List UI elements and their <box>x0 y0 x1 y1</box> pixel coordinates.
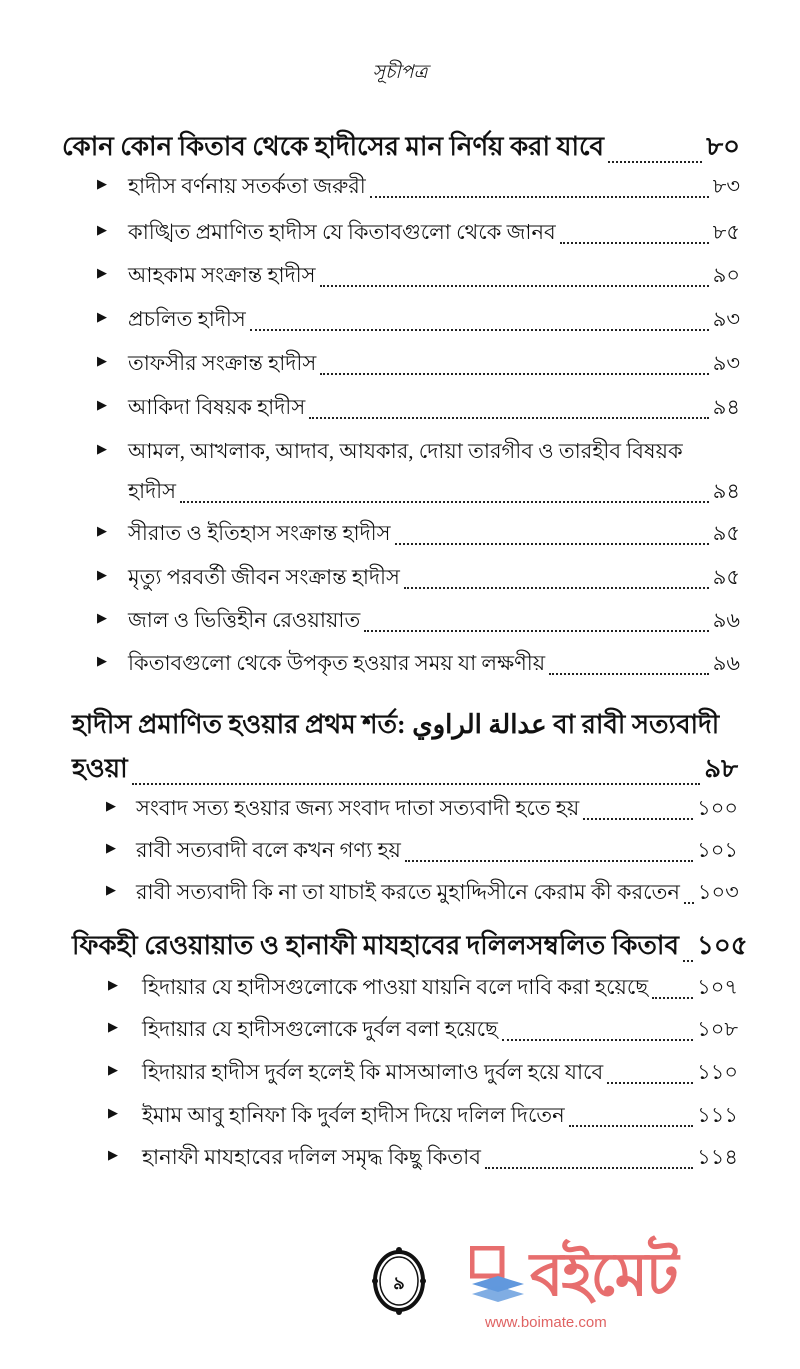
book-stack-icon <box>470 1246 525 1308</box>
page-number: ১০৫ <box>696 931 748 960</box>
item-label: হিদায়ার হাদীস দুর্বল হলেই কি মাসআলাও দুর্বল হয়ে যাবে <box>142 1060 604 1084</box>
bullet-icon: ▶ <box>106 798 116 813</box>
bullet-icon: ▶ <box>97 222 107 237</box>
page-number: ৯৪ <box>712 395 740 419</box>
toc-item[interactable] <box>128 259 740 294</box>
item-label: কিতাবগুলো থেকে উপকৃত হওয়ার সময় যা লক্ষণীয় <box>128 651 546 675</box>
dot-leader <box>364 630 709 632</box>
watermark <box>470 1240 760 1340</box>
dot-leader <box>560 242 709 244</box>
bullet-icon: ▶ <box>108 977 118 992</box>
dot-leader <box>485 1167 693 1169</box>
item-label: হাদীস <box>128 479 177 503</box>
bullet-icon: ▶ <box>97 353 107 368</box>
bullet-icon: ▶ <box>108 1019 118 1034</box>
bullet-icon: ▶ <box>97 653 107 668</box>
dot-leader <box>569 1125 693 1127</box>
page-number: ১০৭ <box>697 975 738 999</box>
item-label: মৃত্যু পরবর্তী জীবন সংক্রান্ত হাদীস <box>128 565 400 589</box>
toc-item[interactable] <box>128 170 740 205</box>
toc-item[interactable] <box>128 561 740 596</box>
page-number: ১১১ <box>697 1103 738 1127</box>
toc-item[interactable] <box>136 876 738 911</box>
item-label: তাফসীর সংক্রান্ত হাদীস <box>128 351 317 375</box>
bullet-icon: ▶ <box>108 1147 118 1162</box>
dot-leader <box>370 196 709 198</box>
page-number: ৯০ <box>712 263 740 287</box>
toc-item[interactable] <box>142 1099 738 1134</box>
toc-item[interactable] <box>142 1013 738 1048</box>
section-title: কোন কোন কিতাব থেকে হাদীসের মান নির্ণয় করা যাবে <box>62 132 604 161</box>
toc-item[interactable] <box>136 792 738 827</box>
bullet-icon: ▶ <box>97 441 107 456</box>
dot-leader <box>132 783 701 785</box>
dot-leader <box>404 587 709 589</box>
page-number: ১১৪ <box>697 1145 738 1169</box>
toc-item[interactable] <box>128 347 740 382</box>
item-label: জাল ও ভিত্তিহীন রেওয়ায়াত <box>128 608 361 632</box>
dot-leader <box>549 673 709 675</box>
page-number: ১০৩ <box>697 880 739 904</box>
page-number: ৯৫ <box>712 565 740 589</box>
dot-leader <box>309 417 709 419</box>
toc-item[interactable] <box>128 604 740 639</box>
dot-leader <box>583 818 693 820</box>
page-number: ১১০ <box>697 1060 738 1084</box>
item-label: হিদায়ার যে হাদীসগুলোকে পাওয়া যায়নি বলে দাবি করা হয়েছে <box>142 975 649 999</box>
page-number: ৮৫ <box>712 220 740 244</box>
item-label: প্রচলিত হাদীস <box>128 307 246 331</box>
dot-leader <box>502 1039 693 1041</box>
watermark-url: www.boimate.com <box>485 1314 607 1331</box>
toc-section-heading[interactable] <box>62 126 740 170</box>
page-number: ৯৩ <box>712 307 740 331</box>
bullet-icon: ▶ <box>106 882 116 897</box>
section-title: ফিকহী রেওয়ায়াত ও হানাফী মাযহাবের দলিলসম্বলিত কিতাব <box>72 931 679 960</box>
dot-leader <box>395 543 709 545</box>
item-label: হানাফী মাযহাবের দলিল সমৃদ্ধ কিছু কিতাব <box>142 1145 481 1169</box>
item-label: রাবী সত্যবাদী বলে কখন গণ্য হয় <box>136 838 401 862</box>
dot-leader <box>607 1082 693 1084</box>
bullet-icon: ▶ <box>97 397 107 412</box>
page-number-ornament <box>368 1245 430 1317</box>
item-label: রাবী সত্যবাদী কি না তা যাচাই করতে মুহাদ্দিসীনে কেরাম কী করতেন <box>136 880 680 904</box>
page-number: ৯৫ <box>712 521 740 545</box>
page-header: সূচীপত্র <box>372 62 428 83</box>
toc-item[interactable] <box>128 517 740 552</box>
toc-item[interactable] <box>128 647 740 682</box>
toc-item[interactable] <box>142 1056 738 1091</box>
dot-leader <box>608 161 702 163</box>
bullet-icon: ▶ <box>97 265 107 280</box>
toc-item[interactable] <box>136 834 738 869</box>
bullet-icon: ▶ <box>106 840 116 855</box>
watermark-logo: বইমেট <box>530 1242 677 1308</box>
dot-leader <box>683 960 693 962</box>
toc-item[interactable] <box>142 1141 738 1176</box>
bullet-icon: ▶ <box>97 309 107 324</box>
page-number: ৯৪ <box>712 479 740 503</box>
page-number: ৯৬ <box>712 608 740 632</box>
page-number: ১০৮ <box>697 1017 738 1041</box>
page-number: ৯৬ <box>712 651 740 675</box>
toc-item[interactable] <box>128 303 740 338</box>
toc-section-heading-continued[interactable] <box>72 748 738 792</box>
dot-leader <box>320 373 709 375</box>
page-number: ৯৮ <box>704 754 738 783</box>
bullet-icon: ▶ <box>97 567 107 582</box>
page-number: ৮৩ <box>712 174 740 198</box>
toc-item[interactable] <box>128 391 740 426</box>
bullet-icon: ▶ <box>97 523 107 538</box>
toc-item-continued[interactable] <box>128 475 740 510</box>
toc-section-heading[interactable] <box>72 925 748 969</box>
item-label: আকিদা বিষয়ক হাদীস <box>128 395 306 419</box>
dot-leader <box>250 329 709 331</box>
item-label: সীরাত ও ইতিহাস সংক্রান্ত হাদীস <box>128 521 391 545</box>
toc-section-heading[interactable]: হাদীস প্রমাণিত হওয়ার প্রথম শর্ত: عدالة الراوي বা রাবী সত্যবাদী <box>72 710 720 739</box>
bullet-icon: ▶ <box>108 1105 118 1120</box>
bullet-icon: ▶ <box>97 610 107 625</box>
dot-leader <box>180 501 709 503</box>
item-label: ইমাম আবু হানিফা কি দুর্বল হাদীস দিয়ে দলিল দিতেন <box>142 1103 565 1127</box>
item-label: হিদায়ার যে হাদীসগুলোকে দুর্বল বলা হয়েছে <box>142 1017 498 1041</box>
page-number: ৮০ <box>706 132 740 161</box>
item-label: সংবাদ সত্য হওয়ার জন্য সংবাদ দাতা সত্যবাদী হতে হয় <box>136 796 580 820</box>
dot-leader <box>320 285 709 287</box>
page-number: ৯৩ <box>712 351 740 375</box>
item-label: আহকাম সংক্রান্ত হাদীস <box>128 263 316 287</box>
page-number: ১০১ <box>697 838 738 862</box>
item-label: হাদীস বর্ণনায় সতর্কতা জরুরী <box>128 174 366 198</box>
bullet-icon: ▶ <box>97 176 107 191</box>
toc-item[interactable] <box>128 216 740 251</box>
bullet-icon: ▶ <box>108 1062 118 1077</box>
page-number: ১০০ <box>697 796 738 820</box>
dot-leader <box>652 997 693 999</box>
dot-leader <box>684 902 694 904</box>
section-title-continued: হওয়া <box>72 754 128 783</box>
toc-item[interactable] <box>142 971 738 1006</box>
item-label: কাঙ্খিত প্রমাণিত হাদীস যে কিতাবগুলো থেকে জানব <box>128 220 556 244</box>
toc-item[interactable]: আমল, আখলাক, আদাব, আযকার, দোয়া তারগীব ও তারহীব বিষয়ক <box>128 439 683 463</box>
dot-leader <box>405 860 693 862</box>
footer-page-number: ৯ <box>393 1273 405 1293</box>
